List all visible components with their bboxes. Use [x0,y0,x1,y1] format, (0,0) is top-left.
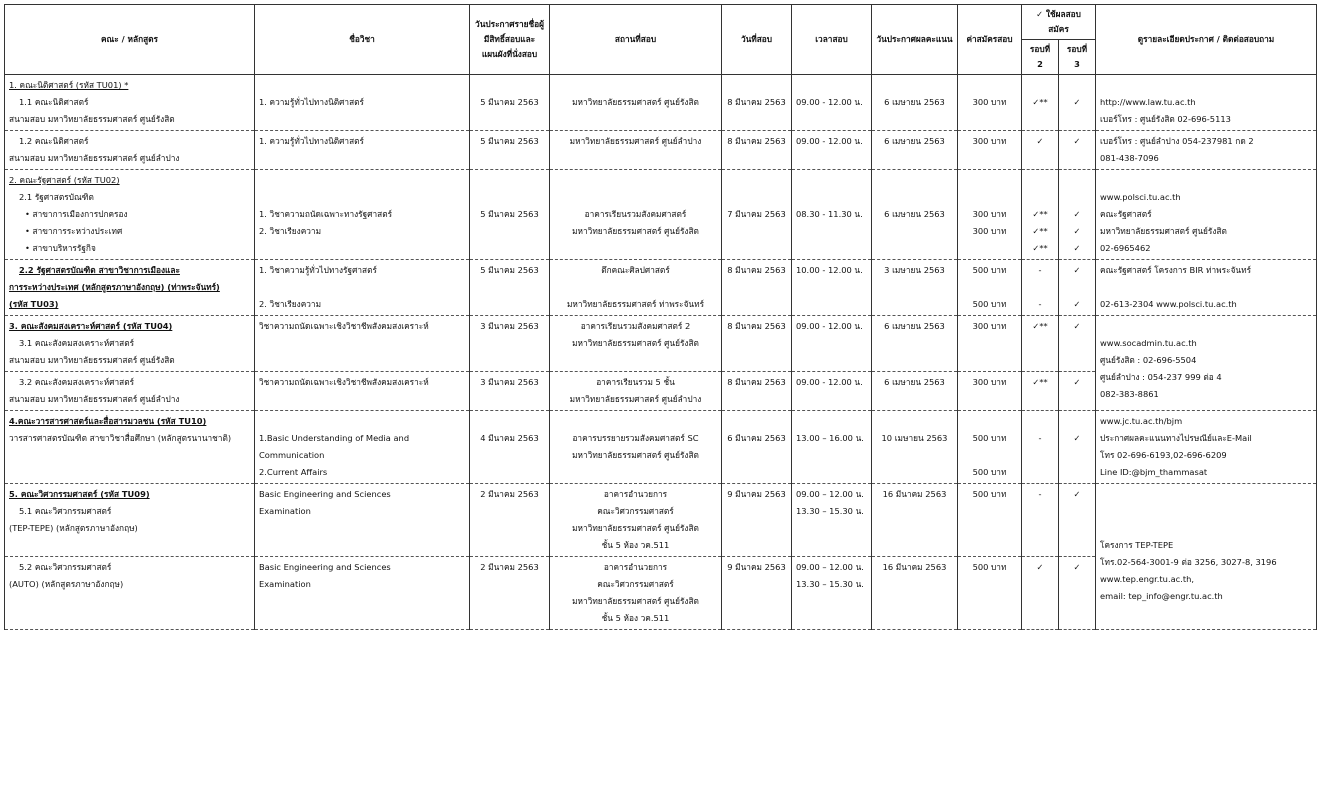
subject-text: วิชาความถนัดเฉพาะเชิงวิชาชีพสังคมสงเคราะห์ [259,321,429,331]
check-icon: ✓ [1073,299,1081,309]
exam-date-cell [722,131,792,170]
venue-text: อาคารเรียนรวม 5 ชั้น [596,377,675,387]
result-date-text: 10 เมษายน 2563 [881,433,948,443]
fee-cell [958,75,1022,131]
program-name: 2.1 รัฐศาสตรบัณฑิต [19,192,94,202]
header-fee: ค่าสมัครสอบ [958,5,1022,75]
exam-time-text: 09.00 - 12.00 น. [796,377,863,387]
header-round3: รอบที่ 3 [1059,40,1096,75]
exam-date-cell [722,316,792,372]
venue-text: ตึกคณะศิลปศาสตร์ [601,265,670,275]
program-name: 3.1 คณะสังคมสงเคราะห์ศาสตร์ [19,338,135,348]
fee-text: 300 บาท [972,136,1007,146]
contact-cell [1096,316,1317,411]
round2-mark [1022,131,1059,170]
header-announce: วันประกาศรายชื่อผู้มีสิทธิ์สอบและแผนผังที่นั่งสอบ [470,5,550,75]
venue-cell [550,131,722,170]
venue-cell [550,372,722,411]
subject-text: 1. วิชาความรู้ทั่วไปทางรัฐศาสตร์ [259,265,377,275]
result-date-cell [872,170,958,260]
program-code: (รหัส TU03) [9,299,59,309]
exam-date-cell [722,411,792,484]
check-icon: ✓ [1036,562,1044,572]
contact-phone: ศูนย์รังสิต : 02-696-5504 [1100,355,1197,365]
announce-cell [470,75,550,131]
contact-line-id: Line ID:@bjm_thammasat [1100,467,1208,477]
subject-text: Examination [259,579,311,589]
program-name: 2.2 รัฐศาสตรบัณฑิต สาขาวิชาการเมืองและ [19,265,180,275]
announce-cell [470,131,550,170]
exam-time-cell [792,411,872,484]
venue-text: มหาวิทยาลัยธรรมศาสตร์ ศูนย์รังสิต [572,450,699,460]
round3-mark [1059,484,1096,557]
result-date-cell [872,557,958,630]
check-icon: ✓ [1073,136,1081,146]
contact-text: ประกาศผลคะแนนทางไปรษณีย์และE-Mail [1100,433,1252,443]
header-subject: ชื่อวิชา [255,5,470,75]
program-site: สนามสอบ มหาวิทยาลัยธรรมศาสตร์ ศูนย์รังสิต [9,355,175,365]
fee-cell [958,557,1022,630]
exam-date-text: 8 มีนาคม 2563 [727,377,786,387]
fee-text: 500 บาท [972,562,1007,572]
exam-time-text: 09.00 - 12.00 น. [796,321,863,331]
dash-mark: - [1038,265,1042,275]
contact-link[interactable]: www.jc.tu.ac.th/bjm [1100,416,1183,426]
contact-email[interactable]: email: tep_info@engr.tu.ac.th [1100,591,1223,601]
dash-mark: - [1038,299,1042,309]
round3-mark [1059,170,1096,260]
check-icon: ✓** [1032,209,1048,219]
exam-time-cell [792,75,872,131]
exam-time-cell [792,316,872,372]
header-round2: รอบที่ 2 [1022,40,1059,75]
header-result-date: วันประกาศผลคะแนน [872,5,958,75]
exam-time-cell [792,260,872,316]
contact-phone: โทร 02-696-6193,02-696-6209 [1100,450,1227,460]
exam-date-cell [722,484,792,557]
subject-text: 2.Current Affairs [259,467,328,477]
faculty-cell [5,557,255,630]
exam-time-text: 13.30 – 15.30 น. [796,506,864,516]
round3-mark [1059,131,1096,170]
contact-link[interactable]: www.polsci.tu.ac.th [1100,192,1181,202]
result-date-text: 3 เมษายน 2563 [884,265,945,275]
announce-text: 5 มีนาคม 2563 [480,136,539,146]
check-icon: ✓ [1073,489,1081,499]
venue-text: มหาวิทยาลัยธรรมศาสตร์ ศูนย์รังสิต [572,523,699,533]
check-icon: ✓ [1073,433,1081,443]
venue-text: มหาวิทยาลัยธรรมศาสตร์ ท่าพระจันทร์ [566,299,705,309]
round2-mark [1022,484,1059,557]
contact-phone: 081-438-7096 [1100,153,1159,163]
result-date-cell [872,411,958,484]
major-item: • สาขาการเมืองการปกครอง [25,209,128,219]
venue-cell [550,260,722,316]
fee-text: 500 บาท [972,433,1007,443]
program-name: การระหว่างประเทศ (หลักสูตรภาษาอังกฤษ) (ท่าพระจันทร์) [9,282,220,292]
exam-date-cell [722,260,792,316]
exam-time-cell [792,557,872,630]
subject-cell [255,260,470,316]
faculty-cell [5,484,255,557]
check-icon: ✓** [1032,226,1048,236]
contact-phone: 082-383-8861 [1100,389,1159,399]
contact-phone: โทร.02-564-3001-9 ต่อ 3256, 3027-8, 3196 [1100,557,1277,567]
faculty-cell [5,372,255,411]
round2-mark [1022,75,1059,131]
header-exam-time: เวลาสอบ [792,5,872,75]
exam-time-text: 09.00 - 12.00 น. [796,136,863,146]
fee-text: 300 บาท [972,97,1007,107]
subject-text: Basic Engineering and Sciences [259,562,391,572]
exam-date-text: 7 มีนาคม 2563 [727,209,786,219]
exam-time-text: 10.00 - 12.00 น. [796,265,863,275]
faculty-title: 1. คณะนิติศาสตร์ (รหัส TU01) * [9,80,129,90]
check-icon: ✓ [1073,209,1081,219]
announce-cell [470,484,550,557]
venue-text: มหาวิทยาลัยธรรมศาสตร์ ศูนย์รังสิต [572,226,699,236]
program-name: 5.1 คณะวิศวกรรมศาสตร์ [19,506,112,516]
exam-time-text: 13.30 – 15.30 น. [796,579,864,589]
result-date-cell [872,372,958,411]
exam-time-cell [792,170,872,260]
fee-text: 300 บาท [972,377,1007,387]
check-icon: ✓** [1032,377,1048,387]
contact-cell [1096,75,1317,131]
exam-time-cell [792,372,872,411]
exam-time-text: 13.00 – 16.00 น. [796,433,864,443]
venue-text: มหาวิทยาลัยธรรมศาสตร์ ศูนย์รังสิต [572,97,699,107]
announce-text: 3 มีนาคม 2563 [480,321,539,331]
check-icon: ✓ [1073,321,1081,331]
program-site: (TEP-TEPE) (หลักสูตรภาษาอังกฤษ) [9,523,138,533]
table-row [5,411,1317,484]
check-icon: ✓ [1036,136,1044,146]
announce-text: 5 มีนาคม 2563 [480,265,539,275]
venue-text: อาคารอำนวยการ [603,489,668,499]
check-icon: ✓ [1073,265,1081,275]
faculty-cell [5,170,255,260]
program-site: สนามสอบ มหาวิทยาลัยธรรมศาสตร์ ศูนย์ลำปาง [9,394,180,404]
contact-link[interactable]: http://www.law.tu.ac.th [1100,97,1196,107]
program-name: วารสารศาสตรบัณฑิต สาขาวิชาสื่อศึกษา (หลักสูตรนานาชาติ) [9,433,232,443]
contact-text: โครงการ TEP-TEPE [1100,540,1174,550]
fee-text: 500 บาท [972,489,1007,499]
announce-cell [470,557,550,630]
round2-mark [1022,557,1059,630]
round3-mark [1059,557,1096,630]
faculty-cell [5,316,255,372]
venue-cell [550,411,722,484]
faculty-title: 5. คณะวิศวกรรมศาสตร์ (รหัส TU09) [9,489,150,499]
subject-text: Communication [259,450,325,460]
venue-cell [550,75,722,131]
faculty-title: 2. คณะรัฐศาสตร์ (รหัส TU02) [9,175,120,185]
exam-time-cell [792,484,872,557]
contact-cell [1096,260,1317,316]
header-venue: สถานที่สอบ [550,5,722,75]
venue-cell [550,316,722,372]
program-name: 3.2 คณะสังคมสงเคราะห์ศาสตร์ [19,377,135,387]
contact-cell [1096,484,1317,630]
check-icon: ✓ [1073,562,1081,572]
program-name: 1.1 คณะนิติศาสตร์ [19,97,89,107]
exam-date-text: 9 มีนาคม 2563 [727,489,786,499]
exam-date-cell [722,557,792,630]
contact-cell [1096,170,1317,260]
venue-text: มหาวิทยาลัยธรรมศาสตร์ ศูนย์ลำปาง [569,394,702,404]
exam-time-text: 09.00 – 12.00 น. [796,489,864,499]
subject-text: 2. วิชาเรียงความ [259,226,322,236]
announce-cell [470,260,550,316]
subject-cell [255,75,470,131]
faculty-cell [5,131,255,170]
result-date-cell [872,131,958,170]
table-row [5,131,1317,170]
round3-mark [1059,75,1096,131]
contact-link[interactable]: www.socadmin.tu.ac.th [1100,338,1197,348]
contact-text: คณะรัฐศาสตร์ [1100,209,1152,219]
round2-mark [1022,260,1059,316]
table-row [5,260,1317,316]
fee-cell [958,170,1022,260]
major-item: • สาขาบริหารรัฐกิจ [25,243,96,253]
round2-mark [1022,316,1059,372]
result-date-text: 6 เมษายน 2563 [884,321,945,331]
result-date-text: 6 เมษายน 2563 [884,209,945,219]
contact-cell [1096,411,1317,484]
round3-mark [1059,372,1096,411]
faculty-cell [5,411,255,484]
venue-text: มหาวิทยาลัยธรรมศาสตร์ ศูนย์ลำปาง [569,136,702,146]
subject-cell [255,131,470,170]
program-site: สนามสอบ มหาวิทยาลัยธรรมศาสตร์ ศูนย์รังสิต [9,114,175,124]
program-name: 1.2 คณะนิติศาสตร์ [19,136,89,146]
check-icon: ✓ [1073,97,1081,107]
fee-cell [958,411,1022,484]
venue-text: อาคารเรียนรวมสังคมศาสตร์ [584,209,687,219]
fee-cell [958,484,1022,557]
faculty-cell [5,260,255,316]
venue-cell [550,484,722,557]
announce-text: 5 มีนาคม 2563 [480,97,539,107]
result-date-text: 16 มีนาคม 2563 [882,562,947,572]
contact-phone: 02-613-2304 www.polsci.tu.ac.th [1100,299,1237,309]
subject-text: Basic Engineering and Sciences [259,489,391,499]
venue-text: มหาวิทยาลัยธรรมศาสตร์ ศูนย์รังสิต [572,338,699,348]
fee-cell [958,316,1022,372]
faculty-cell [5,75,255,131]
venue-text: คณะวิศวกรรมศาสตร์ [597,506,674,516]
announce-cell [470,411,550,484]
table-row [5,170,1317,260]
subject-cell [255,411,470,484]
program-site: สนามสอบ มหาวิทยาลัยธรรมศาสตร์ ศูนย์ลำปาง [9,153,180,163]
fee-text: 300 บาท [972,209,1007,219]
announce-text: 2 มีนาคม 2563 [480,489,539,499]
exam-time-cell [792,131,872,170]
subject-text: 2. วิชาเรียงความ [259,299,322,309]
exam-date-cell [722,170,792,260]
major-item: • สาขาการระหว่างประเทศ [25,226,123,236]
exam-date-text: 8 มีนาคม 2563 [727,97,786,107]
venue-text: ชั้น 5 ห้อง วค.511 [601,540,670,550]
contact-link[interactable]: www.tep.engr.tu.ac.th, [1100,574,1195,584]
header-exam-date: วันที่สอบ [722,5,792,75]
announce-cell [470,316,550,372]
program-site: (AUTO) (หลักสูตรภาษาอังกฤษ) [9,579,124,589]
venue-text: อาคารอำนวยการ [603,562,668,572]
round3-mark [1059,260,1096,316]
subject-cell [255,372,470,411]
exam-date-cell [722,75,792,131]
subject-text: 1. วิชาความถนัดเฉพาะทางรัฐศาสตร์ [259,209,393,219]
venue-text: คณะวิศวกรรมศาสตร์ [597,579,674,589]
round2-mark [1022,411,1059,484]
check-icon: ✓ [1073,243,1081,253]
header-use-score: ✓ ใช้ผลสอบสมัคร [1022,5,1096,40]
faculty-title: 3. คณะสังคมสงเคราะห์ศาสตร์ (รหัส TU04) [9,321,173,331]
venue-cell [550,557,722,630]
announce-cell [470,372,550,411]
contact-phone: เบอร์โทร : ศูนย์ลำปาง 054-237981 กด 2 [1100,136,1254,146]
check-icon: ✓** [1032,321,1048,331]
table-row [5,75,1317,131]
result-date-cell [872,260,958,316]
subject-cell [255,557,470,630]
subject-cell [255,170,470,260]
announce-cell [470,170,550,260]
exam-date-text: 8 มีนาคม 2563 [727,136,786,146]
venue-text: มหาวิทยาลัยธรรมศาสตร์ ศูนย์รังสิต [572,596,699,606]
contact-text: มหาวิทยาลัยธรรมศาสตร์ ศูนย์รังสิต [1100,226,1227,236]
result-date-text: 6 เมษายน 2563 [884,97,945,107]
fee-cell [958,260,1022,316]
dash-mark: - [1038,489,1042,499]
exam-date-text: 6 มีนาคม 2563 [727,433,786,443]
contact-phone: เบอร์โทร : ศูนย์รังสิต 02-696-5113 [1100,114,1231,124]
exam-date-cell [722,372,792,411]
fee-text: 500 บาท [972,467,1007,477]
round2-mark [1022,372,1059,411]
venue-cell [550,170,722,260]
result-date-text: 6 เมษายน 2563 [884,377,945,387]
subject-cell [255,316,470,372]
header-faculty: คณะ / หลักสูตร [5,5,255,75]
exam-schedule-table [4,4,1317,630]
result-date-cell [872,316,958,372]
dash-mark: - [1038,433,1042,443]
program-name: 5.2 คณะวิศวกรรมศาสตร์ [19,562,112,572]
exam-time-text: 09.00 - 12.00 น. [796,97,863,107]
header-row [5,5,1317,40]
check-icon: ✓** [1032,97,1048,107]
contact-phone: ศูนย์ลำปาง : 054-237 999 ต่อ 4 [1100,372,1222,382]
contact-cell [1096,131,1317,170]
fee-text: 500 บาท [972,299,1007,309]
table-row [5,316,1317,372]
exam-date-text: 8 มีนาคม 2563 [727,265,786,275]
header-details: ดูรายละเอียดประกาศ / ติดต่อสอบถาม [1096,5,1317,75]
round2-mark [1022,170,1059,260]
round3-mark [1059,411,1096,484]
fee-cell [958,372,1022,411]
fee-text: 300 บาท [972,226,1007,236]
faculty-title: 4.คณะวารสารศาสตร์และสื่อสารมวลชน (รหัส TU10) [9,416,207,426]
fee-text: 300 บาท [972,321,1007,331]
table-row [5,484,1317,557]
announce-text: 2 มีนาคม 2563 [480,562,539,572]
announce-text: 3 มีนาคม 2563 [480,377,539,387]
subject-text: วิชาความถนัดเฉพาะเชิงวิชาชีพสังคมสงเคราะห์ [259,377,429,387]
result-date-cell [872,75,958,131]
check-icon: ✓ [1073,226,1081,236]
check-icon: ✓ [1073,377,1081,387]
round3-mark [1059,316,1096,372]
announce-text: 4 มีนาคม 2563 [480,433,539,443]
fee-cell [958,131,1022,170]
subject-cell [255,484,470,557]
exam-date-text: 8 มีนาคม 2563 [727,321,786,331]
exam-time-text: 08.30 - 11.30 น. [796,209,863,219]
check-icon: ✓** [1032,243,1048,253]
contact-text: คณะรัฐศาสตร์ โครงการ BIR ท่าพระจันทร์ [1100,265,1252,275]
venue-text: ชั้น 5 ห้อง วค.511 [601,613,670,623]
exam-time-text: 09.00 – 12.00 น. [796,562,864,572]
fee-text: 500 บาท [972,265,1007,275]
result-date-text: 6 เมษายน 2563 [884,136,945,146]
subject-text: Examination [259,506,311,516]
exam-date-text: 9 มีนาคม 2563 [727,562,786,572]
result-date-text: 16 มีนาคม 2563 [882,489,947,499]
subject-text: 1. ความรู้ทั่วไปทางนิติศาสตร์ [259,136,364,146]
subject-text: 1. ความรู้ทั่วไปทางนิติศาสตร์ [259,97,364,107]
venue-text: อาคารเรียนรวมสังคมศาสตร์ 2 [580,321,691,331]
subject-text: 1.Basic Understanding of Media and [259,433,410,443]
result-date-cell [872,484,958,557]
venue-text: อาคารบรรยายรวมสังคมศาสตร์ SC [572,433,699,443]
contact-phone: 02-6965462 [1100,243,1151,253]
announce-text: 5 มีนาคม 2563 [480,209,539,219]
